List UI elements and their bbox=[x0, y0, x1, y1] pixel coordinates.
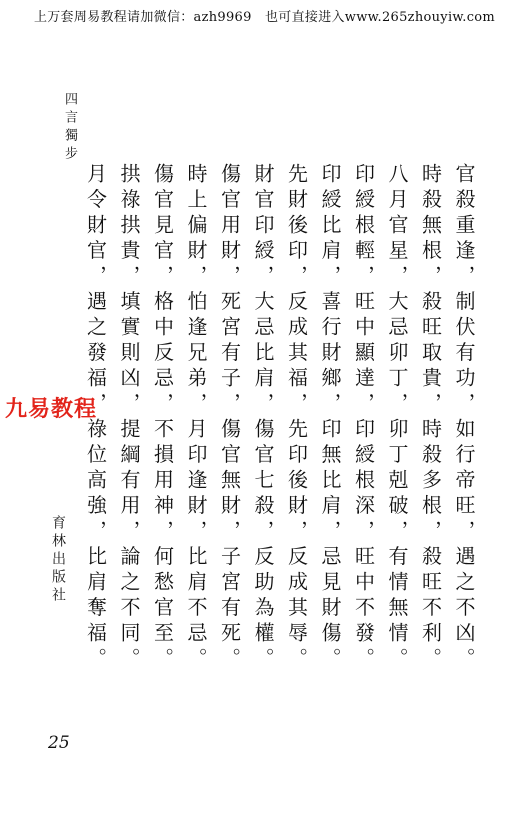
watermark-logo: 九易教程 bbox=[5, 397, 98, 422]
running-title: 四言獨步 bbox=[62, 92, 77, 164]
text-column: 傷官見官，格中反忌，不損用神，何愁官至。 bbox=[150, 163, 175, 673]
top-banner: 上万套周易教程请加微信：azh9969 也可直接进入www.265zhouyiw.com bbox=[33, 10, 496, 25]
text-column: 八月官星，大忌卯丁，卯丁剋破，有情無情。 bbox=[385, 163, 409, 673]
text-column: 傷官用財，死宮有子，傷官無財，子宮有死。 bbox=[217, 163, 242, 673]
text-column: 拱祿拱貴，填實則凶，提綱有用，論之不同。 bbox=[117, 163, 141, 673]
text-column: 時上偏財，怕逢兄弟，月印逢財，比肩不忌。 bbox=[184, 163, 208, 673]
text-column: 財官印綬，大忌比肩，傷官七殺，反助為權。 bbox=[251, 163, 275, 673]
text-column: 印綬根輕，旺中顯達，印綬根深，旺中不發。 bbox=[351, 163, 376, 673]
text-column: 月令財官，遇之發福，祿位高強，比肩奪福。 bbox=[83, 163, 108, 673]
publisher-name: 育林出版社 bbox=[50, 515, 66, 605]
text-column: 官殺重逢，制伏有功，如行帝旺，遇之不凶。 bbox=[452, 163, 476, 673]
text-column: 先財後印，反成其福，先印後財，反成其辱。 bbox=[284, 163, 309, 673]
text-column: 印綬比肩，喜行財鄉，印無比肩，忌見財傷。 bbox=[318, 163, 342, 673]
text-column: 時殺無根，殺旺取貴，時殺多根，殺旺不利。 bbox=[418, 163, 443, 673]
main-text bbox=[81, 163, 478, 673]
page-number: 25 bbox=[48, 733, 70, 753]
